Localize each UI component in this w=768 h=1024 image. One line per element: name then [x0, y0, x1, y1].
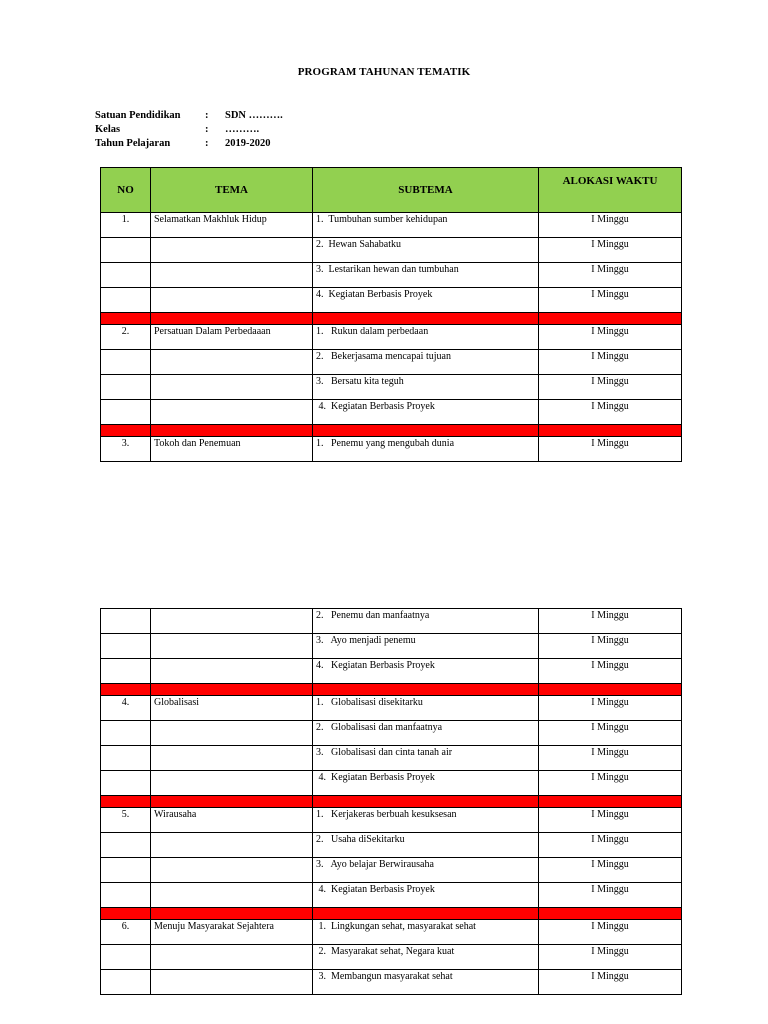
- cell-tema: [151, 970, 313, 995]
- cell-subtema: 3. Membangun masyarakat sehat: [313, 970, 539, 995]
- cell-no: 4.: [101, 696, 151, 721]
- cell-subtema: 2. Globalisasi dan manfaatnya: [313, 721, 539, 746]
- header-no: NO: [101, 168, 151, 213]
- separator-cell: [539, 796, 682, 808]
- separator-cell: [101, 908, 151, 920]
- cell-alokasi: I Minggu: [539, 400, 682, 425]
- meta-value: ……….: [225, 124, 260, 135]
- cell-subtema: 3. Ayo menjadi penemu: [313, 634, 539, 659]
- cell-alokasi: I Minggu: [539, 920, 682, 945]
- cell-subtema: 2. Bekerjasama mencapai tujuan: [313, 350, 539, 375]
- cell-tema: [151, 858, 313, 883]
- separator-cell: [313, 908, 539, 920]
- cell-alokasi: I Minggu: [539, 771, 682, 796]
- table-row: [101, 920, 682, 945]
- cell-alokasi: I Minggu: [539, 437, 682, 462]
- cell-tema: [151, 833, 313, 858]
- separator-row: [101, 684, 682, 696]
- document-title: PROGRAM TAHUNAN TEMATIK: [297, 66, 471, 78]
- cell-subtema: 1. Globalisasi disekitarku: [313, 696, 539, 721]
- table-row: [101, 213, 682, 238]
- cell-subtema: 4. Kegiatan Berbasis Proyek: [313, 659, 539, 684]
- table-body-part-1: [101, 213, 682, 462]
- cell-tema: Menuju Masyarakat Sejahtera: [151, 920, 313, 945]
- cell-alokasi: I Minggu: [539, 325, 682, 350]
- separator-row: [101, 425, 682, 437]
- cell-subtema: 2. Penemu dan manfaatnya: [313, 609, 539, 634]
- cell-no: [101, 375, 151, 400]
- separator-cell: [151, 684, 313, 696]
- cell-no: [101, 833, 151, 858]
- table-row: [101, 696, 682, 721]
- separator-row: [101, 313, 682, 325]
- cell-tema: [151, 400, 313, 425]
- program-table-part-2: [100, 608, 682, 995]
- separator-cell: [151, 796, 313, 808]
- cell-no: 3.: [101, 437, 151, 462]
- cell-tema: [151, 771, 313, 796]
- cell-subtema: 4. Kegiatan Berbasis Proyek: [313, 288, 539, 313]
- separator-cell: [151, 908, 313, 920]
- cell-tema: [151, 746, 313, 771]
- table-row: [101, 808, 682, 833]
- table-body-part-2: [101, 609, 682, 995]
- cell-tema: [151, 634, 313, 659]
- separator-cell: [313, 684, 539, 696]
- separator-cell: [539, 684, 682, 696]
- separator-cell: [101, 425, 151, 437]
- cell-alokasi: I Minggu: [539, 746, 682, 771]
- cell-alokasi: I Minggu: [539, 213, 682, 238]
- table-row: [101, 288, 682, 313]
- cell-alokasi: I Minggu: [539, 858, 682, 883]
- cell-alokasi: I Minggu: [539, 350, 682, 375]
- cell-no: 5.: [101, 808, 151, 833]
- document-meta: [95, 109, 283, 151]
- meta-colon: :: [205, 110, 209, 121]
- separator-cell: [313, 796, 539, 808]
- cell-no: [101, 659, 151, 684]
- table-row: [101, 833, 682, 858]
- table-row: [101, 945, 682, 970]
- cell-subtema: 2. Masyarakat sehat, Negara kuat: [313, 945, 539, 970]
- table-row: [101, 325, 682, 350]
- separator-cell: [313, 313, 539, 325]
- table-row: [101, 400, 682, 425]
- separator-cell: [539, 908, 682, 920]
- cell-alokasi: I Minggu: [539, 375, 682, 400]
- cell-no: [101, 721, 151, 746]
- cell-alokasi: I Minggu: [539, 883, 682, 908]
- header-tema: TEMA: [151, 168, 313, 213]
- cell-no: [101, 400, 151, 425]
- table-row: [101, 375, 682, 400]
- cell-alokasi: I Minggu: [539, 288, 682, 313]
- cell-no: 1.: [101, 213, 151, 238]
- meta-colon: :: [205, 138, 209, 149]
- cell-subtema: 4. Kegiatan Berbasis Proyek: [313, 883, 539, 908]
- cell-alokasi: I Minggu: [539, 238, 682, 263]
- table-row: [101, 970, 682, 995]
- cell-no: 6.: [101, 920, 151, 945]
- cell-alokasi: I Minggu: [539, 634, 682, 659]
- cell-alokasi: I Minggu: [539, 263, 682, 288]
- meta-value: 2019-2020: [225, 138, 271, 149]
- cell-no: [101, 771, 151, 796]
- cell-tema: [151, 350, 313, 375]
- table-row: [101, 721, 682, 746]
- separator-row: [101, 796, 682, 808]
- cell-tema: [151, 238, 313, 263]
- meta-label: Satuan Pendidikan: [95, 110, 181, 121]
- table-row: [101, 263, 682, 288]
- cell-no: [101, 609, 151, 634]
- cell-tema: [151, 883, 313, 908]
- meta-label: Kelas: [95, 124, 121, 135]
- meta-row-tahun: [95, 137, 283, 151]
- table-row: [101, 858, 682, 883]
- cell-alokasi: I Minggu: [539, 609, 682, 634]
- cell-no: [101, 634, 151, 659]
- separator-cell: [101, 796, 151, 808]
- cell-no: [101, 970, 151, 995]
- cell-subtema: 3. Ayo belajar Berwirausaha: [313, 858, 539, 883]
- meta-row-satuan: [95, 109, 283, 123]
- cell-tema: [151, 609, 313, 634]
- separator-row: [101, 908, 682, 920]
- cell-subtema: 3. Globalisasi dan cinta tanah air: [313, 746, 539, 771]
- table-row: [101, 238, 682, 263]
- cell-subtema: 1. Tumbuhan sumber kehidupan: [313, 213, 539, 238]
- table-row: [101, 437, 682, 462]
- meta-value: SDN ……….: [225, 110, 283, 121]
- cell-alokasi: I Minggu: [539, 808, 682, 833]
- separator-cell: [151, 313, 313, 325]
- meta-colon: :: [205, 124, 209, 135]
- cell-tema: Persatuan Dalam Perbedaaan: [151, 325, 313, 350]
- header-alokasi: ALOKASI WAKTU: [539, 168, 682, 213]
- table-row: [101, 771, 682, 796]
- cell-no: [101, 350, 151, 375]
- cell-tema: Wirausaha: [151, 808, 313, 833]
- separator-cell: [539, 313, 682, 325]
- separator-cell: [539, 425, 682, 437]
- cell-alokasi: I Minggu: [539, 721, 682, 746]
- separator-cell: [313, 425, 539, 437]
- cell-subtema: 3. Lestarikan hewan dan tumbuhan: [313, 263, 539, 288]
- cell-tema: [151, 263, 313, 288]
- table-row: [101, 659, 682, 684]
- cell-alokasi: I Minggu: [539, 945, 682, 970]
- cell-alokasi: I Minggu: [539, 659, 682, 684]
- table-row: [101, 350, 682, 375]
- table-row: [101, 883, 682, 908]
- program-table-part-1: [100, 167, 682, 462]
- separator-cell: [151, 425, 313, 437]
- cell-subtema: 1. Rukun dalam perbedaan: [313, 325, 539, 350]
- cell-subtema: 1. Penemu yang mengubah dunia: [313, 437, 539, 462]
- cell-alokasi: I Minggu: [539, 970, 682, 995]
- table-row: [101, 746, 682, 771]
- table-header-row: [101, 168, 682, 213]
- cell-tema: [151, 288, 313, 313]
- cell-no: [101, 883, 151, 908]
- cell-subtema: 1. Kerjakeras berbuah kesuksesan: [313, 808, 539, 833]
- header-subtema: SUBTEMA: [313, 168, 539, 213]
- meta-row-kelas: [95, 123, 283, 137]
- cell-subtema: 4. Kegiatan Berbasis Proyek: [313, 771, 539, 796]
- cell-no: [101, 288, 151, 313]
- table-row: [101, 634, 682, 659]
- cell-subtema: 3. Bersatu kita teguh: [313, 375, 539, 400]
- cell-tema: Globalisasi: [151, 696, 313, 721]
- cell-tema: [151, 375, 313, 400]
- cell-no: [101, 858, 151, 883]
- cell-subtema: 2. Usaha diSekitarku: [313, 833, 539, 858]
- cell-tema: [151, 721, 313, 746]
- separator-cell: [101, 313, 151, 325]
- cell-no: 2.: [101, 325, 151, 350]
- cell-alokasi: I Minggu: [539, 833, 682, 858]
- cell-subtema: 4. Kegiatan Berbasis Proyek: [313, 400, 539, 425]
- cell-alokasi: I Minggu: [539, 696, 682, 721]
- cell-tema: [151, 659, 313, 684]
- cell-tema: Selamatkan Makhluk Hidup: [151, 213, 313, 238]
- cell-tema: Tokoh dan Penemuan: [151, 437, 313, 462]
- cell-no: [101, 263, 151, 288]
- cell-no: [101, 945, 151, 970]
- meta-label: Tahun Pelajaran: [95, 138, 171, 149]
- cell-tema: [151, 945, 313, 970]
- separator-cell: [101, 684, 151, 696]
- cell-subtema: 1. Lingkungan sehat, masyarakat sehat: [313, 920, 539, 945]
- cell-no: [101, 238, 151, 263]
- table-row: [101, 609, 682, 634]
- cell-no: [101, 746, 151, 771]
- cell-subtema: 2. Hewan Sahabatku: [313, 238, 539, 263]
